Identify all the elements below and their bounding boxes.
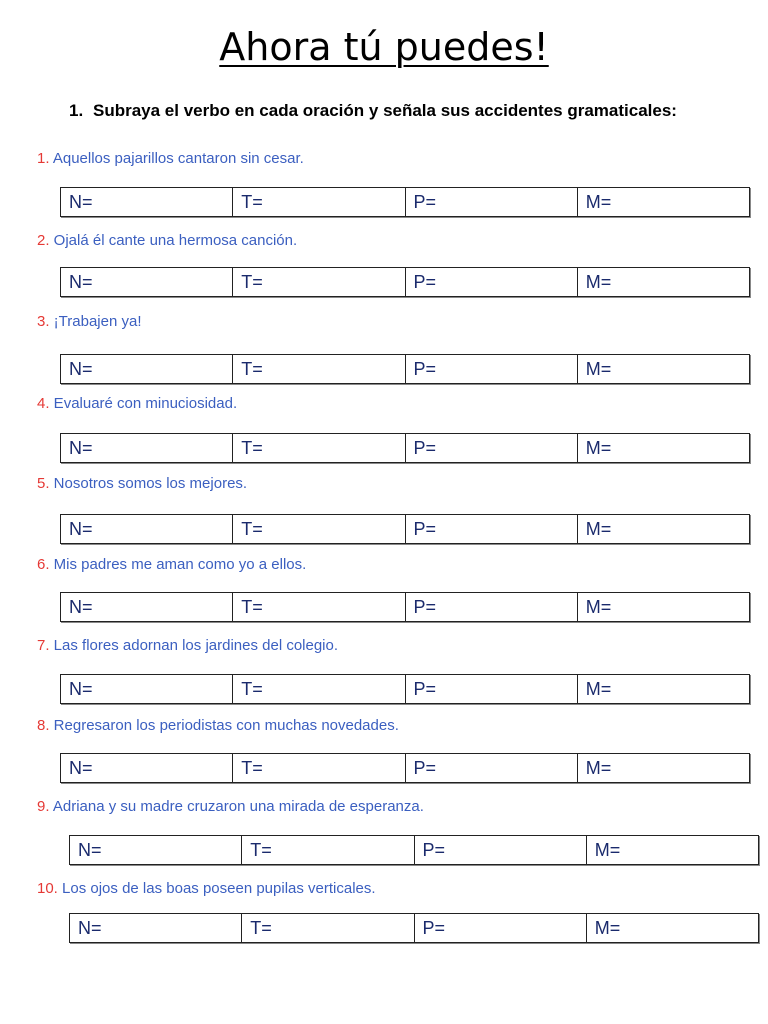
exercise-number: 4. bbox=[37, 395, 50, 412]
persona-field[interactable]: P= bbox=[406, 434, 578, 462]
modo-field[interactable]: M= bbox=[585, 359, 612, 379]
modo-field[interactable]: M= bbox=[594, 840, 621, 860]
numero-field[interactable]: N= bbox=[61, 675, 233, 703]
numero-field[interactable]: N= bbox=[70, 836, 242, 864]
numero-field[interactable]: N= bbox=[61, 515, 233, 543]
exercise-text: Los ojos de las boas poseen pupilas verticales. bbox=[57, 880, 376, 897]
exercise-sentence bbox=[37, 798, 424, 815]
exercise-text: Mis padres me aman como yo a ellos. bbox=[49, 556, 307, 573]
tiempo-field[interactable]: T= bbox=[233, 593, 405, 621]
answer-row bbox=[60, 514, 750, 544]
exercise-number: 7. bbox=[37, 637, 50, 654]
exercise-sentence bbox=[37, 880, 376, 897]
answer-row bbox=[60, 267, 750, 297]
modo-field[interactable]: M= bbox=[585, 438, 612, 458]
persona-field[interactable]: P= bbox=[406, 268, 578, 296]
tiempo-field[interactable]: T= bbox=[233, 268, 405, 296]
exercise-text: Regresaron los periodistas con muchas novedades. bbox=[49, 717, 399, 734]
tiempo-field[interactable]: T= bbox=[233, 515, 405, 543]
page-title: Ahora tú puedes! bbox=[219, 25, 549, 69]
numero-field[interactable]: N= bbox=[61, 188, 233, 216]
modo-field[interactable]: M= bbox=[585, 679, 612, 699]
exercise-text: ¡Trabajen ya! bbox=[49, 313, 142, 330]
modo-field[interactable]: M= bbox=[594, 918, 621, 938]
exercise-text: Aquellos pajarillos cantaron sin cesar. bbox=[49, 150, 304, 167]
numero-field[interactable]: N= bbox=[61, 268, 233, 296]
persona-field[interactable]: P= bbox=[406, 188, 578, 216]
answer-row bbox=[69, 913, 759, 943]
exercise-number: 1. bbox=[37, 150, 50, 167]
persona-field[interactable]: P= bbox=[406, 515, 578, 543]
numero-field[interactable]: N= bbox=[61, 355, 233, 383]
exercise-number: 10. bbox=[37, 880, 58, 897]
numero-field[interactable]: N= bbox=[61, 593, 233, 621]
answer-row bbox=[69, 835, 759, 865]
tiempo-field[interactable]: T= bbox=[242, 836, 414, 864]
exercise-number: 5. bbox=[37, 475, 50, 492]
exercise-text: Adriana y su madre cruzaron una mirada de esperanza. bbox=[49, 798, 424, 815]
instruction-text: Subraya el verbo en cada oración y señala sus accidentes gramaticales: bbox=[93, 101, 677, 120]
instruction bbox=[69, 100, 709, 122]
numero-field[interactable]: N= bbox=[70, 914, 242, 942]
exercise-sentence bbox=[37, 637, 338, 654]
exercise-number: 2. bbox=[37, 232, 50, 249]
modo-field[interactable]: M= bbox=[585, 519, 612, 539]
persona-field[interactable]: P= bbox=[415, 914, 587, 942]
tiempo-field[interactable]: T= bbox=[242, 914, 414, 942]
tiempo-field[interactable]: T= bbox=[233, 434, 405, 462]
exercise-number: 8. bbox=[37, 717, 50, 734]
answer-row bbox=[60, 674, 750, 704]
answer-row bbox=[60, 187, 750, 217]
exercise-text: Evaluaré con minuciosidad. bbox=[49, 395, 238, 412]
exercise-text: Ojalá él cante una hermosa canción. bbox=[49, 232, 298, 249]
answer-row bbox=[60, 354, 750, 384]
persona-field[interactable]: P= bbox=[415, 836, 587, 864]
modo-field[interactable]: M= bbox=[585, 758, 612, 778]
modo-field[interactable]: M= bbox=[585, 272, 612, 292]
tiempo-field[interactable]: T= bbox=[233, 754, 405, 782]
answer-row bbox=[60, 753, 750, 783]
exercise-text: Nosotros somos los mejores. bbox=[49, 475, 248, 492]
numero-field[interactable]: N= bbox=[61, 434, 233, 462]
exercise-number: 3. bbox=[37, 313, 50, 330]
persona-field[interactable]: P= bbox=[406, 355, 578, 383]
tiempo-field[interactable]: T= bbox=[233, 355, 405, 383]
tiempo-field[interactable]: T= bbox=[233, 675, 405, 703]
exercise-sentence bbox=[37, 313, 142, 330]
exercise-number: 9. bbox=[37, 798, 50, 815]
exercise-sentence bbox=[37, 556, 306, 573]
modo-field[interactable]: M= bbox=[585, 192, 612, 212]
numero-field[interactable]: N= bbox=[61, 754, 233, 782]
answer-row bbox=[60, 433, 750, 463]
persona-field[interactable]: P= bbox=[406, 593, 578, 621]
exercise-sentence bbox=[37, 395, 237, 412]
tiempo-field[interactable]: T= bbox=[233, 188, 405, 216]
instruction-number: 1. bbox=[69, 101, 84, 120]
exercise-sentence bbox=[37, 717, 399, 734]
exercise-sentence bbox=[37, 232, 297, 249]
exercise-sentence bbox=[37, 475, 247, 492]
exercise-number: 6. bbox=[37, 556, 50, 573]
modo-field[interactable]: M= bbox=[585, 597, 612, 617]
exercise-sentence bbox=[37, 150, 304, 167]
answer-row bbox=[60, 592, 750, 622]
exercise-text: Las flores adornan los jardines del colegio. bbox=[49, 637, 339, 654]
persona-field[interactable]: P= bbox=[406, 675, 578, 703]
persona-field[interactable]: P= bbox=[406, 754, 578, 782]
